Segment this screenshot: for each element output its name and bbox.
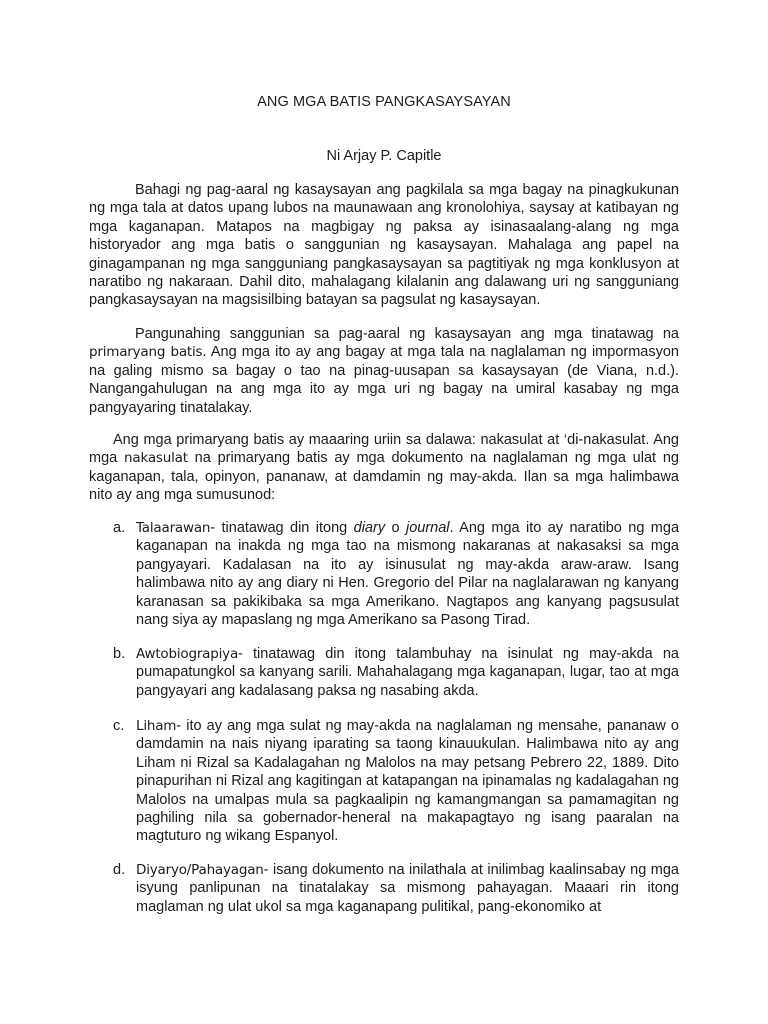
document-title: ANG MGA BATIS PANGKASAYSAYAN [257, 94, 511, 110]
list-item-body [136, 645, 679, 700]
list-item-awtobiograpiya [113, 645, 679, 700]
paragraph-written-text-before: Ang mga primaryang batis ay maaaring uriin sa dalawa: nakasulat at ‘di-nakasulat. Ang mga [89, 432, 679, 467]
item-text: - tinatawag din itong talambuhay na isinulat ng may-akda na pumapatungkol sa kanyang sarili. Mahahalagang mga kaganapan, lugar, tao at mga pangyayari ang kadalasang paksa ng nasabing akda. [136, 646, 679, 699]
item-text-post: . Ang mga ito ay naratibo ng mga kaganapan na inakda ng mga tao na mismong nakaranas at nakasaksi sa mga pangyayari. Kadalasan na ito ay isinusulat ng may-akda araw-araw. Isang halimbawa nito ay ang diary ni Hen. Gregorio del Pilar na naglalarawan ng kanyang karanasan sa pakikibaka sa mga Amerikano. Nagtapos ang kanyang pagsusulat nang siya ay mapaslang ng mga Amerikano sa Pasong Tirad. [136, 520, 680, 629]
italic-journal: journal [406, 520, 450, 536]
list-item-body [136, 519, 679, 629]
list-marker: a. [113, 520, 126, 536]
item-text: - isang dokumento na inilathala at inilimbag kaalinsabay ng mga isyung panlipunan na tinatalakay sa mismong pahayagan. Maaari rin itong maglaman ng ulat ukol sa mga kaganapang pulitikal, pang-ekonomiko at [136, 862, 679, 915]
list-item-talaarawan [113, 519, 679, 629]
list-item-diyaryo [113, 861, 679, 916]
paragraph-primary-sources [89, 325, 679, 417]
list-marker: d. [113, 862, 126, 878]
paragraph-primary-text-before: Pangunahing sanggunian sa pag-aaral ng kasaysayan ang mga tinatawag na [135, 326, 679, 342]
author-line: Ni Arjay P. Capitle [326, 148, 442, 164]
paragraph-intro-text: Bahagi ng pag-aaral ng kasaysayan ang pagkilala sa mga bagay na pinagkukunan ng mga tala at datos upang lubos na maunawaan ang kronolohiya, saysay at katibayan ng mga kaganapan. Matapos na magbigay ng paksa ay isinasaalang-alang ng mga historyador ang mga batis o sanggunian ng kasaysayan. Mahalaga ang papel na ginagampanan ng mga sangguniang pangkasaysayan sa pagtitiyak ng mga konklusyon at naratibo ng nakaraan. Dahil dito, mahalagang kilalanin ang dalawang uri ng sangguniang pangkasaysayan na magsisilbing batayan sa pagsulat ng kasaysayan. [89, 182, 679, 309]
term-primaryang-batis: primaryang batis. [89, 344, 207, 361]
list-item-body [136, 717, 679, 846]
italic-diary: diary [353, 520, 386, 536]
item-text-mid: o [391, 520, 400, 536]
paragraph-intro [89, 181, 679, 310]
term-awtobiograpiya: Awtobiograpiya [136, 646, 239, 662]
term-nakasulat: nakasulat [124, 450, 188, 467]
paragraph-written-sources [89, 431, 679, 505]
list-marker: b. [113, 646, 126, 662]
list-item-body [136, 861, 679, 916]
term-diyaryo-pahayagan: Diyaryo/Pahayagan [136, 862, 264, 878]
paragraph-primary-text-after: Ang mga ito ay ang bagay at mga tala na naglalaman ng impormasyon na galing mismo sa bagay o tao na pinag-uusapan sa kasaysayan (de Viana, n.d.). Nangangahulugan na ang mga ito ay mga uri ng bagay na umiral kasabay ng mga pangyayaring tinatalakay. [89, 344, 679, 416]
list-item-liham [113, 717, 679, 846]
item-text-pre: - tinatawag din itong [210, 520, 348, 536]
term-liham: Liham [136, 718, 177, 734]
paragraph-written-text-after: na primaryang batis ay mga dokumento na naglalaman ng mga ulat ng kaganapan, tala, opinyon, pananaw, at damdamin ng may-akda. Ilan sa mga halimbawa nito ay ang mga sumusunod: [89, 450, 679, 504]
term-talaarawan: Talaarawan [136, 520, 211, 536]
list-marker: c. [113, 718, 125, 734]
item-text: - ito ay ang mga sulat ng may-akda na naglalaman ng mensahe, pananaw o damdamin na nais niyang iparating sa taong kinauukulan. Halimbawa nito ay ang Liham ni Rizal sa Kadalagahan ng Malolos na may petsang Pebrero 22, 1889. Dito pinapurihan ni Rizal ang kagitingan at katapangan na ipinamalas ng kadalagahan ng Malolos na umalpas mula sa pagkaalipin ng kamangmangan sa pamamagitan ng paghiling nila sa gobernador-heneral na makapagtayo ng isang paaralan na magtuturo ng wikang Espanyol. [136, 718, 679, 845]
